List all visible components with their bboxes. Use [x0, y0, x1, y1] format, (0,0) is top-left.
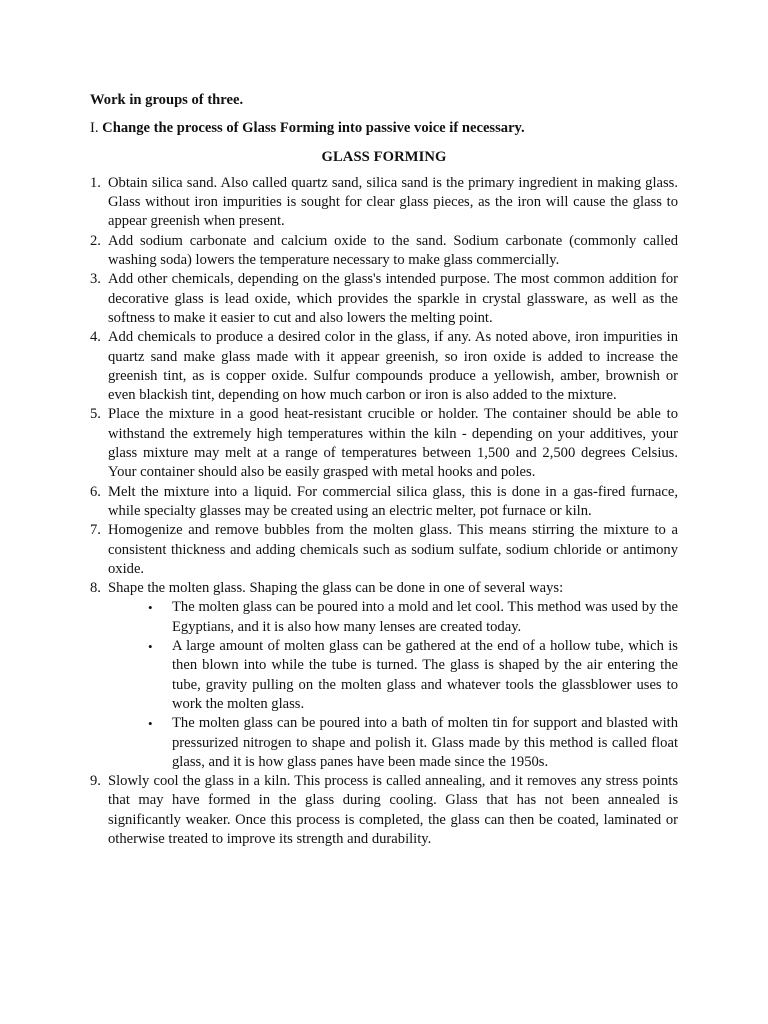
bullet-item [148, 637, 678, 714]
document-page [90, 91, 678, 849]
step-text: Place the mixture in a good heat-resistant crucible or holder. The container should be able to withstand the extremely high temperatures within the kiln - depending on your additives, your glass mixture may melt at a range of temperatures between 1,500 and 2,500 degrees Celsius. Your container should also be easily grasped with metal hooks and poles. [108, 406, 678, 481]
step-item [90, 174, 678, 232]
step-item [90, 270, 678, 328]
bullet-text: A large amount of molten glass can be gathered at the end of a hollow tube, which is then blown into while the tube is turned. The glass is shaped by the air entering the tube, gravity pulling on the molten glass and whatever tools the glassblower uses to work the molten glass. [172, 638, 678, 712]
steps-list [90, 174, 678, 849]
step-item [90, 521, 678, 579]
step-item [90, 232, 678, 271]
step-item [90, 405, 678, 482]
step-text: Melt the mixture into a liquid. For commercial silica glass, this is done in a gas-fired furnace, while specialty glasses may be created using an electric melter, pot furnace or kiln. [108, 483, 678, 519]
step-item [90, 772, 678, 849]
step-number: 4. [90, 329, 101, 346]
bullet-icon: • [148, 600, 153, 616]
bullet-item [148, 598, 678, 637]
bullet-icon: • [148, 639, 153, 655]
step-text: Add other chemicals, depending on the glass's intended purpose. The most common addition for decorative glass is lead oxide, which provides the sparkle in crystal glassware, as well as the softness to make it easier to cut and also lowers the melting point. [108, 271, 678, 326]
step-text: Obtain silica sand. Also called quartz sand, silica sand is the primary ingredient in making glass. Glass without iron impurities is sought for clear glass pieces, as the iron will cause the glass to appear greenish when present. [108, 174, 678, 230]
step-item [90, 483, 678, 522]
bullet-icon: • [148, 716, 153, 732]
step-number: 6. [90, 483, 101, 500]
step-text: Homogenize and remove bubbles from the molten glass. This means stirring the mixture to a consistent thickness and adding chemicals such as sodium sulfate, sodium chloride or antimony oxide. [108, 522, 678, 577]
step-item [90, 328, 678, 405]
bullet-item [148, 714, 678, 772]
step-number: 7. [90, 522, 101, 539]
step-text: Add chemicals to produce a desired color in the glass, if any. As noted above, iron impurities in quartz sand make glass made with it appear greenish, so iron oxide is added to increase the greenish tint, as is copper oxide. Sulfur compounds produce a yellowish, amber, brownish or even blackish tint, depending on how much carbon or iron is also added to the mixture. [108, 329, 678, 404]
task-instruction [90, 119, 678, 138]
step-number: 5. [90, 406, 101, 423]
task-number: I. [90, 120, 99, 137]
step-number: 1. [90, 174, 101, 191]
shaping-ways-list [108, 598, 678, 772]
step-text: Slowly cool the glass in a kiln. This process is called annealing, and it removes any stress points that may have formed in the glass during cooling. Glass that has not been annealed is significantly weaker. Once this process is completed, the glass can then be coated, laminated or otherwise treated to improve its strength and durability. [108, 773, 678, 847]
group-instruction: Work in groups of three. [90, 92, 244, 108]
step-text: Add sodium carbonate and calcium oxide to the sand. Sodium carbonate (commonly called washing soda) lowers the temperature necessary to make glass commercially. [108, 232, 678, 269]
bullet-text: The molten glass can be poured into a mold and let cool. This method was used by the Egyptians, and it is also how many lenses are created today. [172, 599, 678, 635]
step-number: 8. [90, 580, 101, 597]
step-number: 2. [90, 232, 101, 249]
step-number: 9. [90, 773, 101, 790]
page-title: GLASS FORMING [321, 148, 447, 165]
step-item [90, 579, 678, 772]
step-number: 3. [90, 271, 101, 288]
bullet-text: The molten glass can be poured into a bath of molten tin for support and blasted with pressurized nitrogen to shape and polish it. Glass made by this method is called float glass, and it is how glass panes have been made since the 1950s. [172, 715, 678, 770]
step-text: Shape the molten glass. Shaping the glass can be done in one of several ways: [108, 580, 564, 597]
task-instruction-text: Change the process of Glass Forming into passive voice if necessary. [102, 120, 525, 137]
